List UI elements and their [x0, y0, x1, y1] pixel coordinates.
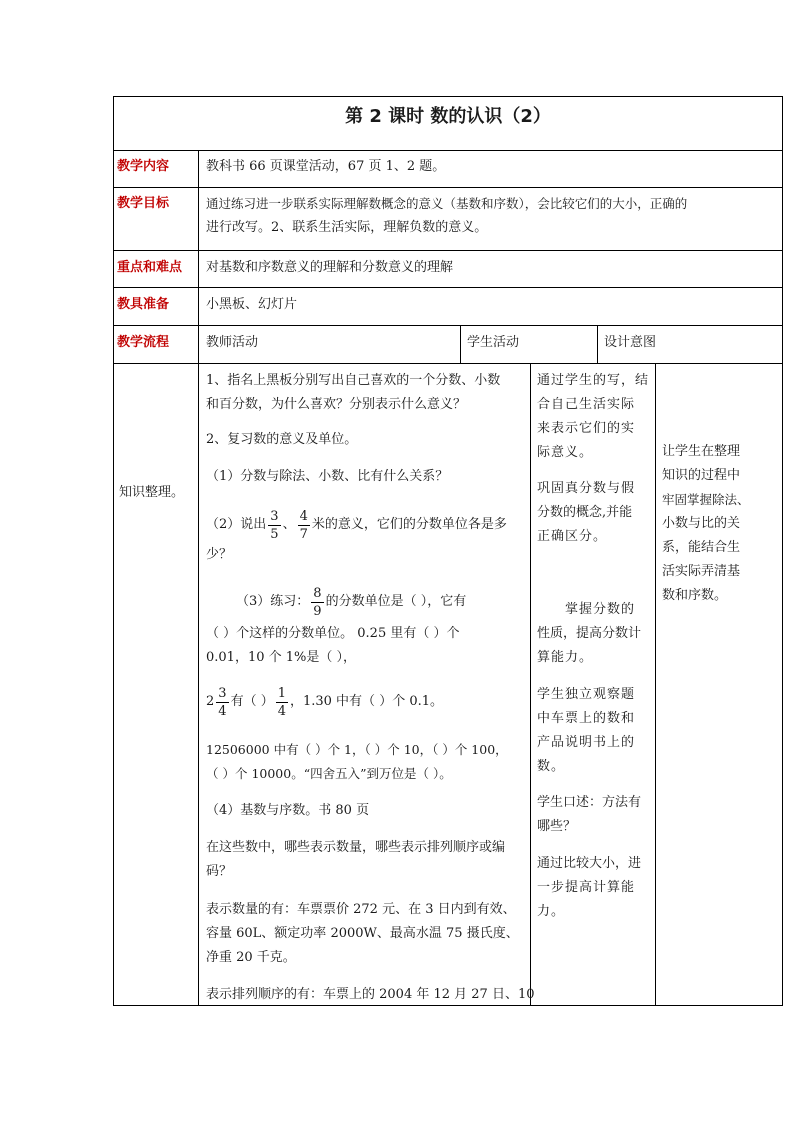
teacher-p6-line1: （ ）个这样的分数单位。 0.25 里有（ ）个	[206, 626, 460, 641]
mixed-number-whole: 2	[206, 694, 215, 709]
fraction-denominator: 9	[313, 603, 322, 619]
student-s1-line4: 际意义。	[537, 445, 594, 460]
student-s5-line2: 哪些？	[537, 819, 577, 834]
student-s5-line1: 学生口述：方法有	[537, 795, 642, 810]
label-content: 教学内容	[117, 159, 170, 174]
student-s4-line2: 中车票上的数和	[537, 711, 636, 726]
p5-prefix: （3）练习：	[236, 594, 310, 609]
teacher-p4-end: 少？	[206, 547, 233, 562]
design-line-4: 小数与比的关	[662, 516, 741, 531]
design-line-6: 活实际弄清基	[662, 564, 741, 579]
student-s3-line3: 算能力。	[537, 650, 594, 665]
fraction-4-7	[298, 508, 310, 543]
col-design-header: 设计意图	[604, 335, 657, 350]
teacher-p10-line2: 码？	[206, 864, 233, 879]
goals-line-2: 进行改写。2、联系生活实际，理解负数的意义。	[206, 220, 488, 235]
fraction-denominator: 4	[277, 703, 286, 719]
student-s4-line4: 数。	[537, 759, 566, 774]
teacher-p2: 2、复习数的意义及单位。	[206, 432, 358, 447]
teacher-p12: 表示排列顺序的有：车票上的 2004 年 12 月 27 日、10	[206, 987, 535, 1002]
teacher-p11-line3: 净重 20 千克。	[206, 950, 296, 965]
fraction-numerator: 4	[299, 508, 308, 524]
label-goals: 教学目标	[117, 196, 170, 211]
p4-prefix: （2）说出	[206, 517, 267, 532]
student-s6-line1: 通过比较大小，进	[537, 856, 642, 871]
teacher-p8-line2: （ ）个 10000。“四舍五入”到万位是（ ）。	[206, 766, 452, 781]
student-s4-line1: 学生独立观察题	[537, 687, 636, 702]
focus-text: 对基数和序数意义的理解和分数意义的理解	[206, 260, 454, 275]
teacher-p7	[206, 682, 443, 722]
fraction-8-9	[311, 585, 323, 620]
student-s1-line1: 通过学生的写，结	[537, 373, 650, 388]
student-s1-line2: 合自己生活实际	[537, 397, 636, 412]
content-text: 教科书 66 页课堂活动，67 页 1、2 题。	[206, 159, 446, 174]
student-s3-line2: 性质，提高分数计	[537, 626, 642, 641]
teacher-p1-line2: 和百分数，为什么喜欢？分别表示什么意义？	[206, 397, 467, 412]
fraction-numerator: 3	[218, 685, 227, 701]
teacher-p11-line1: 表示数量的有：车票票价 272 元、在 3 日内到有效、	[206, 902, 516, 917]
fraction-3-5	[268, 508, 280, 543]
design-line-2: 知识的过程中	[662, 468, 741, 483]
design-line-1: 让学生在整理	[662, 444, 741, 459]
teacher-p8-line1: 12506000 中有（ ）个 1，（ ）个 10，（ ）个 100，	[206, 742, 508, 757]
fraction-3-4	[216, 685, 228, 720]
teacher-p11-line2: 容量 60L、额定功率 2000W、最高水温 75 摄氏度、	[206, 926, 519, 941]
student-s6-line2: 一步提高计算能	[537, 880, 636, 895]
teacher-p6-line2: 0.01，10 个 1%是（ ），	[206, 650, 357, 665]
teacher-p9: （4）基数与序数。书 80 页	[206, 803, 370, 818]
student-s2-line1: 巩固真分数与假	[537, 481, 636, 496]
label-focus: 重点和难点	[117, 260, 183, 275]
student-s6-line3: 力。	[537, 904, 566, 919]
fraction-denominator: 4	[218, 703, 227, 719]
tools-text: 小黑板、幻灯片	[206, 297, 298, 312]
p7-suffix: ，1.30 中有（ ）个 0.1。	[289, 694, 444, 709]
teacher-p1-line1: 1、指名上黑板分别写出自己喜欢的一个分数、小数	[206, 373, 501, 388]
label-tools: 教具准备	[117, 297, 170, 312]
teacher-p10-line1: 在这些数中，哪些表示数量，哪些表示排列顺序或编	[206, 840, 506, 855]
goals-line-1: 通过练习进一步联系实际理解数概念的意义（基数和序数），会比较它们的大小，正确的	[206, 196, 688, 211]
design-line-7: 数和序数。	[662, 588, 728, 603]
design-line-3: 牢固掌握除法、	[662, 492, 750, 507]
page-title: 第 2 课时 数的认识（2）	[345, 106, 551, 127]
col-teacher-header: 教师活动	[206, 335, 259, 350]
p5-suffix: 的分数单位是（ ），它有	[325, 594, 467, 609]
fraction-numerator: 1	[277, 685, 286, 701]
design-line-5: 系，能结合生	[662, 540, 741, 555]
fraction-1-4	[276, 685, 288, 720]
fraction-denominator: 5	[270, 526, 279, 542]
teacher-p3: （1）分数与除法、小数、比有什么关系？	[206, 469, 449, 484]
label-flow: 教学流程	[117, 335, 170, 350]
student-s2-line3: 正确区分。	[537, 529, 608, 544]
p7-middle: 有（ ）	[230, 694, 274, 709]
student-s3-line1: 掌握分数的	[565, 602, 636, 617]
teacher-p4	[206, 505, 507, 545]
teacher-p5	[236, 582, 466, 622]
student-s1-line3: 来表示它们的实	[537, 421, 636, 436]
student-s2-line2: 分数的概念,并能	[537, 505, 633, 520]
col-student-header: 学生活动	[467, 335, 520, 350]
p4-separator: 、	[282, 517, 296, 532]
section-label: 知识整理。	[119, 485, 185, 500]
fraction-denominator: 7	[299, 526, 308, 542]
fraction-numerator: 3	[270, 508, 279, 524]
fraction-numerator: 8	[313, 585, 322, 601]
p4-suffix: 米的意义，它们的分数单位各是多	[311, 517, 507, 532]
student-s4-line3: 产品说明书上的	[537, 735, 636, 750]
